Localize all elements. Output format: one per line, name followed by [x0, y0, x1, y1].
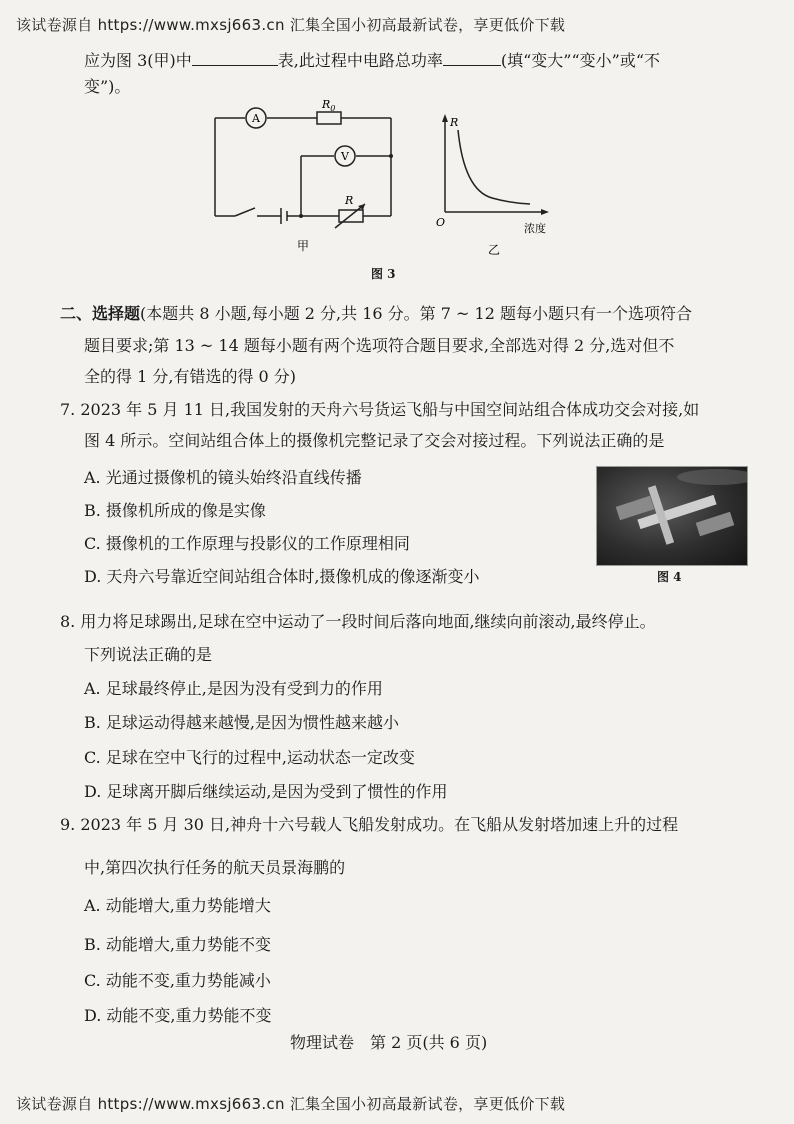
q9-stem-line-1: 9. 2023 年 5 月 30 日,神舟十六号载人飞船发射成功。在飞船从发射塔加速上升的过程: [60, 815, 679, 834]
voltmeter-label: V: [341, 150, 349, 163]
q9-option-d[interactable]: D. 动能不变,重力势能不变: [84, 1006, 272, 1025]
section-2-heading: 二、选择题: [60, 304, 141, 323]
r-concentration-graph: [430, 110, 560, 260]
q8-option-d[interactable]: D. 足球离开脚后继续运动,是因为受到了惯性的作用: [84, 782, 448, 801]
q8-option-b[interactable]: B. 足球运动得越来越慢,是因为惯性越来越小: [84, 713, 400, 732]
answer-blank-power[interactable]: [443, 51, 501, 66]
circuit-label: 甲: [297, 239, 310, 253]
switch: [235, 208, 255, 216]
q8-stem-line-1: 8. 用力将足球踢出,足球在空中运动了一段时间后落向地面,继续向前滚动,最终停止。: [60, 612, 656, 631]
q7-stem-line-1: 7. 2023 年 5 月 11 日,我国发射的天舟六号货运飞船与中国空间站组合体成功交会对接,如: [60, 400, 700, 419]
graph-y-label: R: [450, 116, 459, 129]
q6-line-1: 应为图 3(甲)中 表,此过程中电路总功率 (填“变大”“变小”或“不: [84, 51, 661, 70]
figure-4-caption: 图 4: [657, 570, 682, 584]
page-footer: 物理试卷 第 2 页(共 6 页): [290, 1033, 488, 1052]
answer-blank-meter[interactable]: [192, 51, 278, 66]
figure-3-caption: 图 3: [371, 267, 396, 281]
graph-x-label: 浓度: [524, 222, 546, 235]
q9-option-a[interactable]: A. 动能增大,重力势能增大: [84, 896, 271, 915]
q9-stem-line-2: 中,第四次执行任务的航天员景海鹏的: [84, 858, 346, 877]
q7-option-b[interactable]: B. 摄像机所成的像是实像: [84, 501, 266, 520]
resistor-r0: [317, 112, 341, 124]
graph-label: 乙: [488, 243, 501, 257]
q8-stem-line-2: 下列说法正确的是: [84, 645, 213, 664]
space-station-photo: [596, 466, 748, 566]
section-2-intro-line-3: 全的得 1 分,有错选的得 0 分): [84, 367, 297, 386]
q7-option-d[interactable]: D. 天舟六号靠近空间站组合体时,摄像机成的像逐渐变小: [84, 567, 480, 586]
q9-option-b[interactable]: B. 动能增大,重力势能不变: [84, 935, 272, 954]
ammeter-label: A: [252, 112, 260, 125]
q7-stem-line-2: 图 4 所示。空间站组合体上的摄像机完整记录了交会对接过程。下列说法正确的是: [84, 431, 665, 450]
graph-curve: [458, 130, 530, 204]
source-watermark-top: 该试卷源自 https://www.mxsj663.cn 汇集全国小初高最新试卷，享更低价下载: [16, 16, 566, 34]
q8-option-a[interactable]: A. 足球最终停止,是因为没有受到力的作用: [84, 679, 383, 698]
q7-option-a[interactable]: A. 光通过摄像机的镜头始终沿直线传播: [84, 468, 362, 487]
source-watermark-bottom: 该试卷源自 https://www.mxsj663.cn 汇集全国小初高最新试卷，享更低价下载: [16, 1095, 566, 1113]
section-2-intro-line-2: 题目要求;第 13 ~ 14 题每小题有两个选项符合题目要求,全部选对得 2 分,选对但不: [84, 336, 675, 355]
r0-label: $R_0$: [322, 100, 336, 113]
graph-origin-label: O: [436, 216, 446, 229]
q7-option-c[interactable]: C. 摄像机的工作原理与投影仪的工作原理相同: [84, 534, 410, 553]
space-station-illustration: [597, 467, 747, 565]
r-label: R: [345, 194, 354, 207]
section-2-intro-line-1: 二、选择题(本题共 8 小题,每小题 2 分,共 16 分。第 7 ~ 12 题每小题只有一个选项符合: [60, 304, 692, 323]
q8-option-c[interactable]: C. 足球在空中飞行的过程中,运动状态一定改变: [84, 748, 415, 767]
q9-option-c[interactable]: C. 动能不变,重力势能减小: [84, 971, 271, 990]
q6-line-2: 变”)。: [84, 77, 131, 96]
circuit-diagram: [205, 100, 415, 260]
